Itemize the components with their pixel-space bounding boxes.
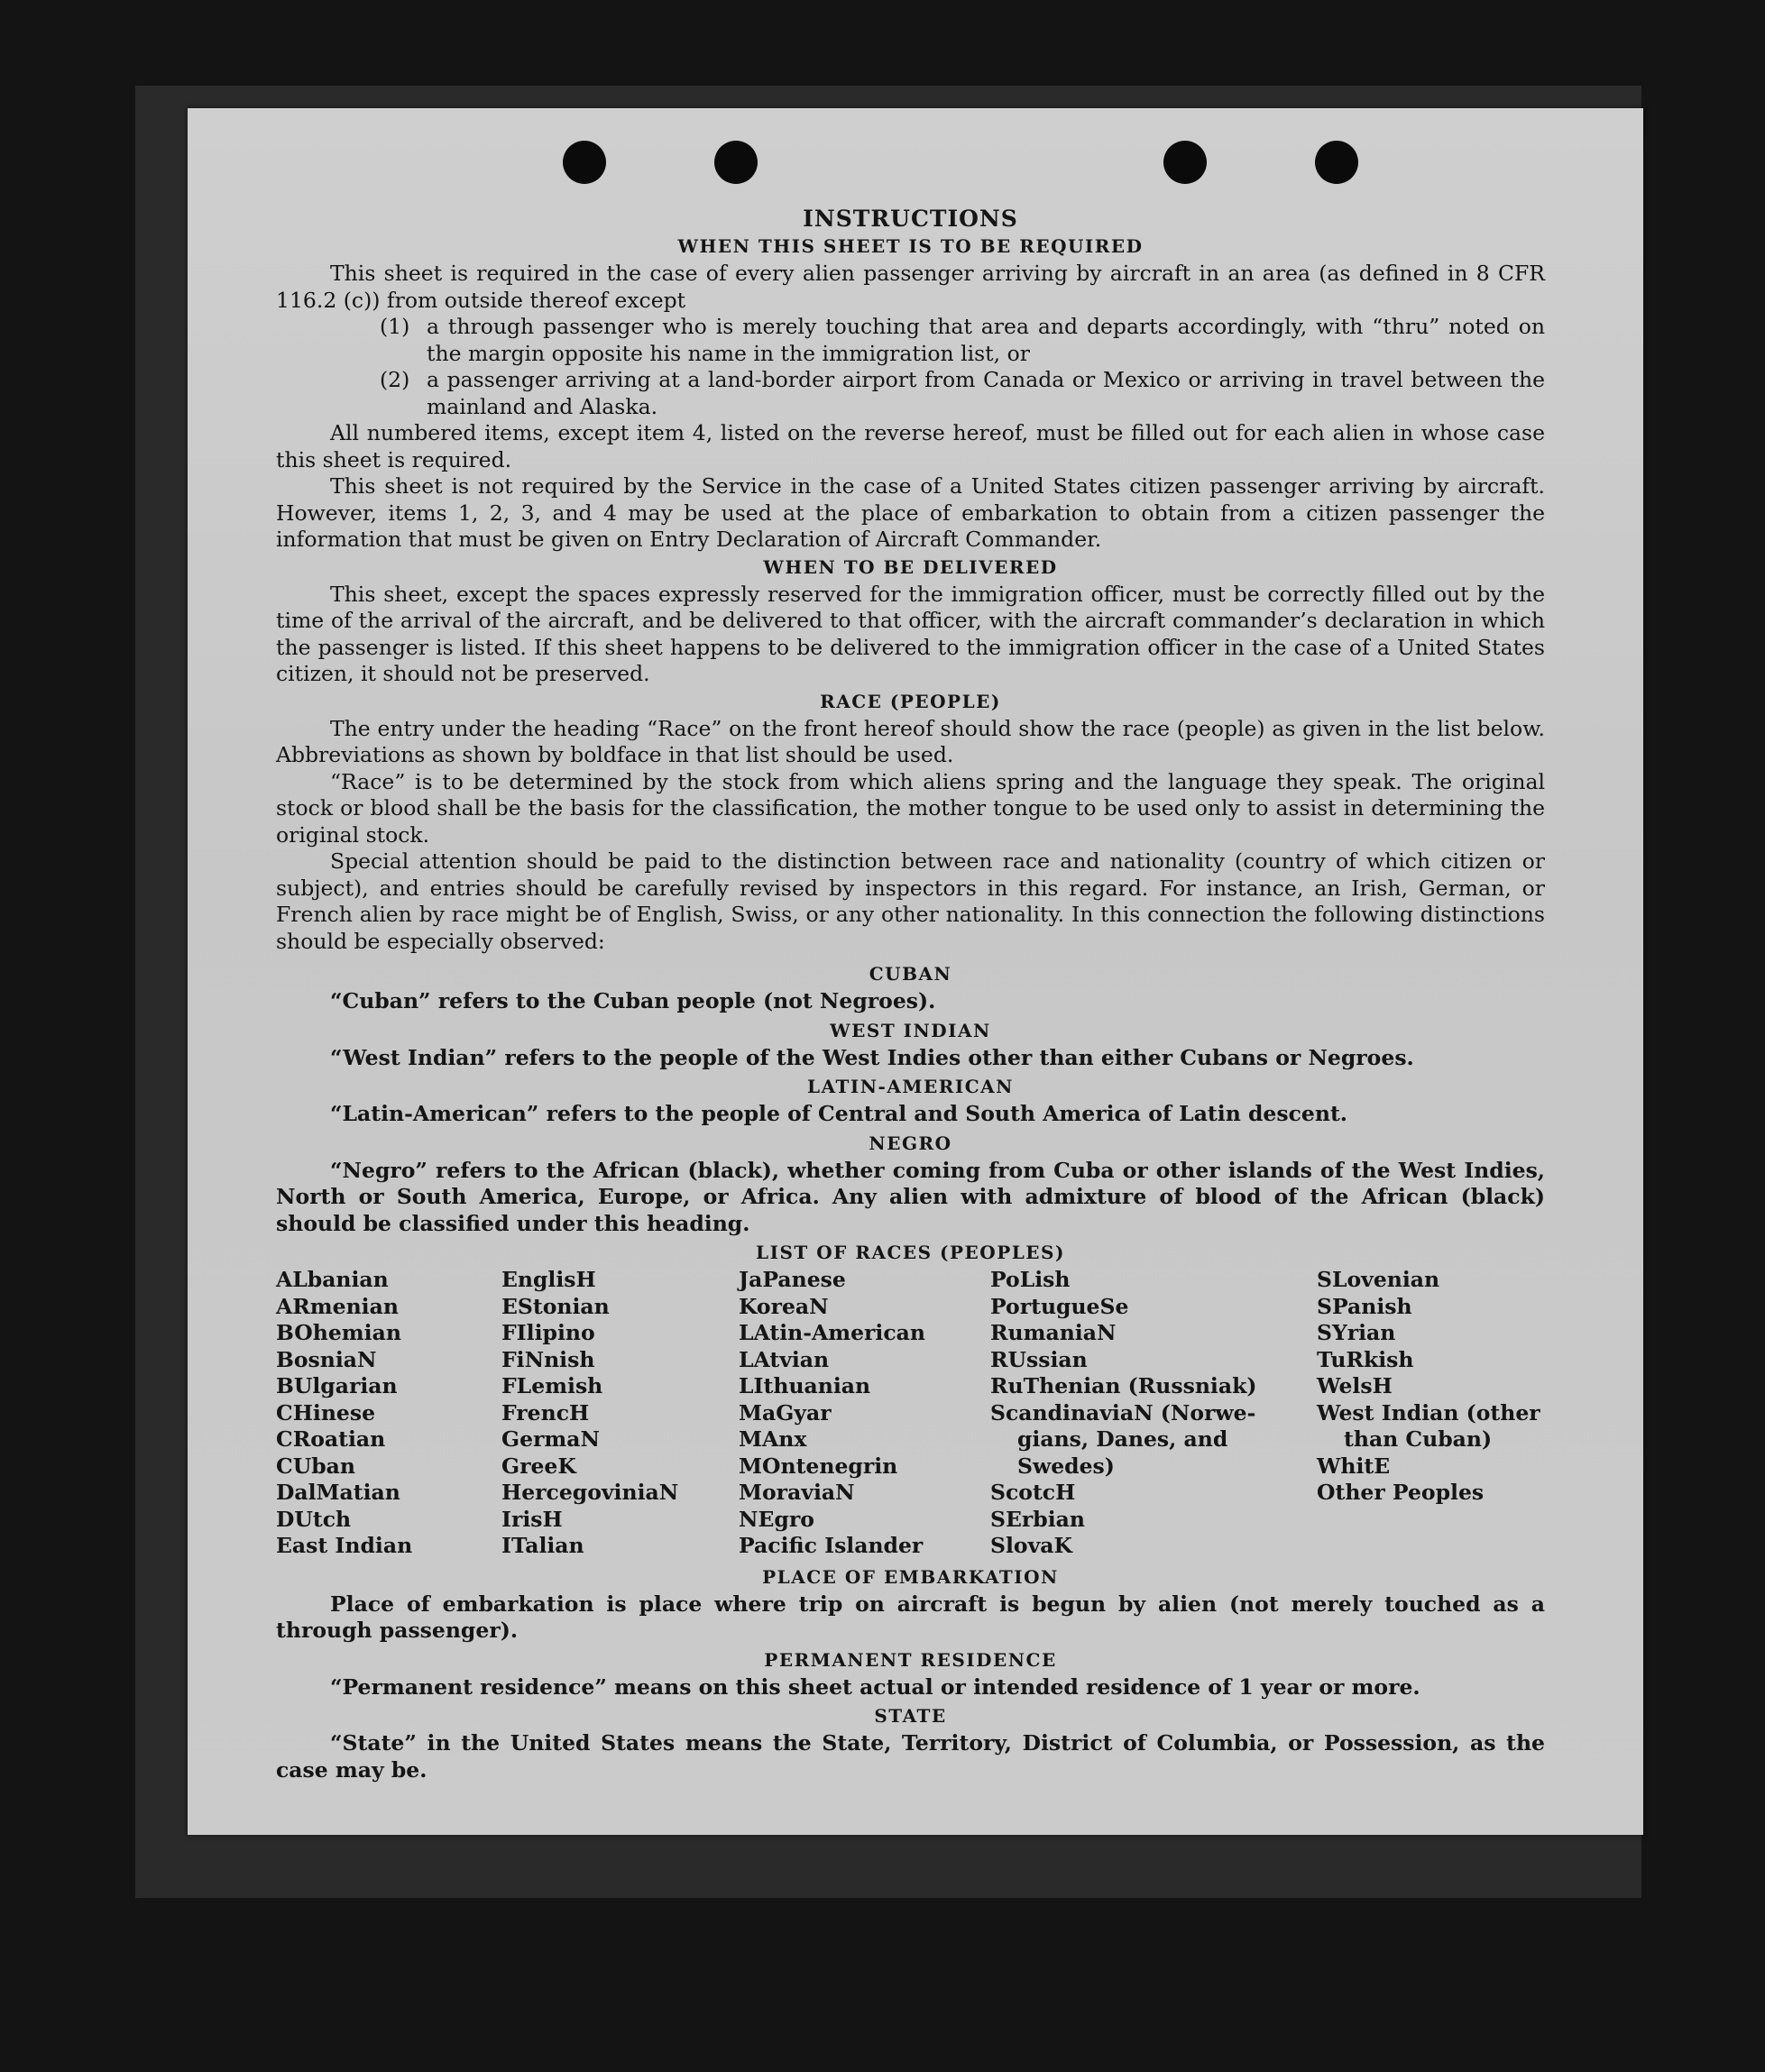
- paragraph: The entry under the heading “Race” on the front hereof should show the race (people) as given in the list below. Abbreviations as shown by boldface in that list should be used.: [276, 715, 1545, 767]
- definition: “Permanent residence” means on this sheet actual or intended residence of 1 year or more.: [330, 1673, 1420, 1700]
- race-entry: NEgro: [739, 1506, 814, 1532]
- race-entry: GreeK: [501, 1453, 576, 1479]
- item-number: (1): [380, 314, 410, 339]
- race-entry: PoLish: [990, 1267, 1071, 1292]
- race-entry: MOntenegrin: [739, 1453, 898, 1479]
- race-entry: ScandinaviaN (Norwe-: [990, 1399, 1256, 1426]
- section-heading: CUBAN: [869, 963, 952, 985]
- race-entry: CRoatian: [276, 1426, 386, 1452]
- race-list: [276, 1267, 1545, 1560]
- race-entry: West Indian (other: [1317, 1399, 1540, 1426]
- race-entry: IrisH: [501, 1506, 563, 1532]
- race-entry: BosniaN: [276, 1346, 377, 1372]
- race-entry: CHinese: [276, 1399, 376, 1426]
- paragraph: Special attention should be paid to the distinction between race and nationality (country of which citizen or subject), and entries should be carefully revised by inspectors in this regard. For instance, an Irish, German, or French alien by race might be of English, Swiss, or any other nationality. In this connection the following distinctions should be especially observed:: [276, 848, 1545, 954]
- section-heading: WEST INDIAN: [830, 1019, 991, 1041]
- document-page: [188, 108, 1643, 1835]
- race-entry: LAtvian: [739, 1346, 830, 1372]
- race-entry: gians, Danes, and: [1017, 1426, 1228, 1452]
- definition: Place of embarkation is place where trip on aircraft is begun by alien (not merely touched as a through passenger).: [276, 1591, 1545, 1643]
- race-entry: SPanish: [1317, 1293, 1412, 1319]
- race-entry: BUlgarian: [276, 1373, 398, 1398]
- race-entry: ALbanian: [276, 1267, 389, 1292]
- race-entry: DUtch: [276, 1506, 352, 1532]
- race-entry: SErbian: [990, 1506, 1085, 1532]
- definition: “State” in the United States means the State, Territory, District of Columbia, or Possession, as the case may be.: [276, 1730, 1545, 1783]
- race-entry: than Cuban): [1344, 1426, 1493, 1452]
- punch-hole: [714, 141, 758, 184]
- race-column: [1317, 1267, 1545, 1560]
- page-title: INSTRUCTIONS: [803, 206, 1018, 232]
- paragraph: “Race” is to be determined by the stock from which aliens spring and the language they speak. The original stock or blood shall be the basis for the classification, the mother tongue to be used only to assist in determining the original stock.: [276, 768, 1545, 848]
- race-entry: FIlipino: [501, 1320, 595, 1345]
- definition: “Negro” refers to the African (black), whether coming from Cuba or other islands of the West Indies, North or South America, Europe, or Africa. Any alien with admixture of blood of the African (black) should be classified under this heading.: [276, 1157, 1545, 1236]
- race-entry: RUssian: [990, 1346, 1088, 1372]
- section-heading: LATIN-AMERICAN: [807, 1076, 1014, 1097]
- race-entry: FiNnish: [501, 1346, 595, 1372]
- paragraph: This sheet, except the spaces expressly reserved for the immigration officer, must be correctly filled out by the time of the arrival of the aircraft, and be delivered to that officer, with the aircraft commander’s declaration in which the passenger is listed. If this sheet happens to be delivered to the immigration officer in the case of a United States citizen, it should not be preserved.: [276, 581, 1545, 686]
- race-entry: EnglisH: [501, 1267, 596, 1292]
- section-heading: STATE: [874, 1705, 947, 1727]
- race-entry: EStonian: [501, 1293, 610, 1319]
- race-entry: HercegoviniaN: [501, 1480, 679, 1505]
- race-entry: MoraviaN: [739, 1480, 855, 1505]
- item-number: (2): [380, 367, 410, 392]
- race-entry: TuRkish: [1317, 1346, 1414, 1372]
- race-entry: FLemish: [501, 1373, 603, 1398]
- paragraph: This sheet is required in the case of every alien passenger arriving by aircraft in an area (as defined in 8 CFR 116.2 (c)) from outside thereof except: [276, 261, 1545, 313]
- race-entry: JaPanese: [739, 1267, 846, 1292]
- section-heading: LIST OF RACES (PEOPLES): [756, 1242, 1065, 1263]
- race-entry: SlovaK: [990, 1533, 1072, 1558]
- race-entry: GermaN: [501, 1426, 600, 1452]
- section-heading: WHEN TO BE DELIVERED: [763, 555, 1058, 578]
- race-entry: BOhemian: [276, 1320, 401, 1345]
- race-entry: Other Peoples: [1317, 1480, 1485, 1505]
- section-heading: RACE (PEOPLE): [820, 690, 1001, 712]
- paragraph: This sheet is not required by the Service in the case of a United States citizen passenger arriving by aircraft. However, items 1, 2, 3, and 4 may be used at the place of embarkation to obtain from a citizen passenger the information that must be given on Entry Declaration of Aircraft Commander.: [276, 473, 1545, 552]
- race-entry: WhitE: [1317, 1453, 1391, 1479]
- race-column: [739, 1267, 990, 1560]
- punch-hole: [1315, 141, 1358, 184]
- race-entry: East Indian: [276, 1533, 413, 1558]
- instructions-content: [276, 202, 1545, 1787]
- race-column: [990, 1267, 1317, 1560]
- item-text: a passenger arriving at a land-border airport from Canada or Mexico or arriving in travel between the mainland and Alaska.: [427, 367, 1545, 419]
- section-heading: PLACE OF EMBARKATION: [762, 1565, 1059, 1588]
- race-column: [501, 1267, 739, 1560]
- race-entry: SLovenian: [1317, 1267, 1440, 1292]
- definition: “Latin-American” refers to the people of Central and South America of Latin descent.: [330, 1101, 1347, 1126]
- section-heading: NEGRO: [869, 1132, 952, 1154]
- race-entry: RumaniaN: [990, 1320, 1117, 1345]
- race-entry: ITalian: [501, 1533, 584, 1558]
- race-entry: DalMatian: [276, 1480, 400, 1505]
- race-entry: Pacific Islander: [739, 1533, 924, 1558]
- race-entry: MaGyar: [739, 1399, 832, 1426]
- race-entry: KoreaN: [739, 1293, 829, 1319]
- race-entry: ScotcH: [990, 1480, 1076, 1505]
- section-heading: WHEN THIS SHEET IS TO BE REQUIRED: [677, 235, 1144, 257]
- race-entry: Swedes): [1017, 1453, 1115, 1479]
- race-entry: MAnx: [739, 1426, 807, 1452]
- race-entry: LAtin-American: [739, 1320, 925, 1345]
- race-column: [276, 1267, 501, 1560]
- race-entry: SYrian: [1317, 1320, 1396, 1345]
- race-entry: LIthuanian: [739, 1373, 871, 1398]
- race-entry: FrencH: [501, 1399, 590, 1426]
- race-entry: CUban: [276, 1453, 355, 1479]
- punch-hole: [1163, 141, 1207, 184]
- definition: “Cuban” refers to the Cuban people (not Negroes).: [330, 988, 936, 1013]
- race-entry: RuThenian (Russniak): [990, 1373, 1257, 1398]
- definition: “West Indian” refers to the people of the West Indies other than either Cubans or Negroes.: [330, 1044, 1414, 1070]
- race-entry: WelsH: [1317, 1373, 1393, 1398]
- item-text: a through passenger who is merely touching that area and departs accordingly, with “thru” noted on the margin opposite his name in the immigration list, or: [427, 314, 1545, 366]
- list-item: [276, 367, 1545, 420]
- paragraph: All numbered items, except item 4, listed on the reverse hereof, must be filled out for each alien in whose case this sheet is required.: [276, 420, 1545, 472]
- list-item: [276, 314, 1545, 367]
- section-heading: PERMANENT RESIDENCE: [764, 1648, 1057, 1671]
- race-entry: ARmenian: [276, 1293, 399, 1319]
- punch-hole: [563, 141, 606, 184]
- race-entry: PortugueSe: [990, 1293, 1129, 1319]
